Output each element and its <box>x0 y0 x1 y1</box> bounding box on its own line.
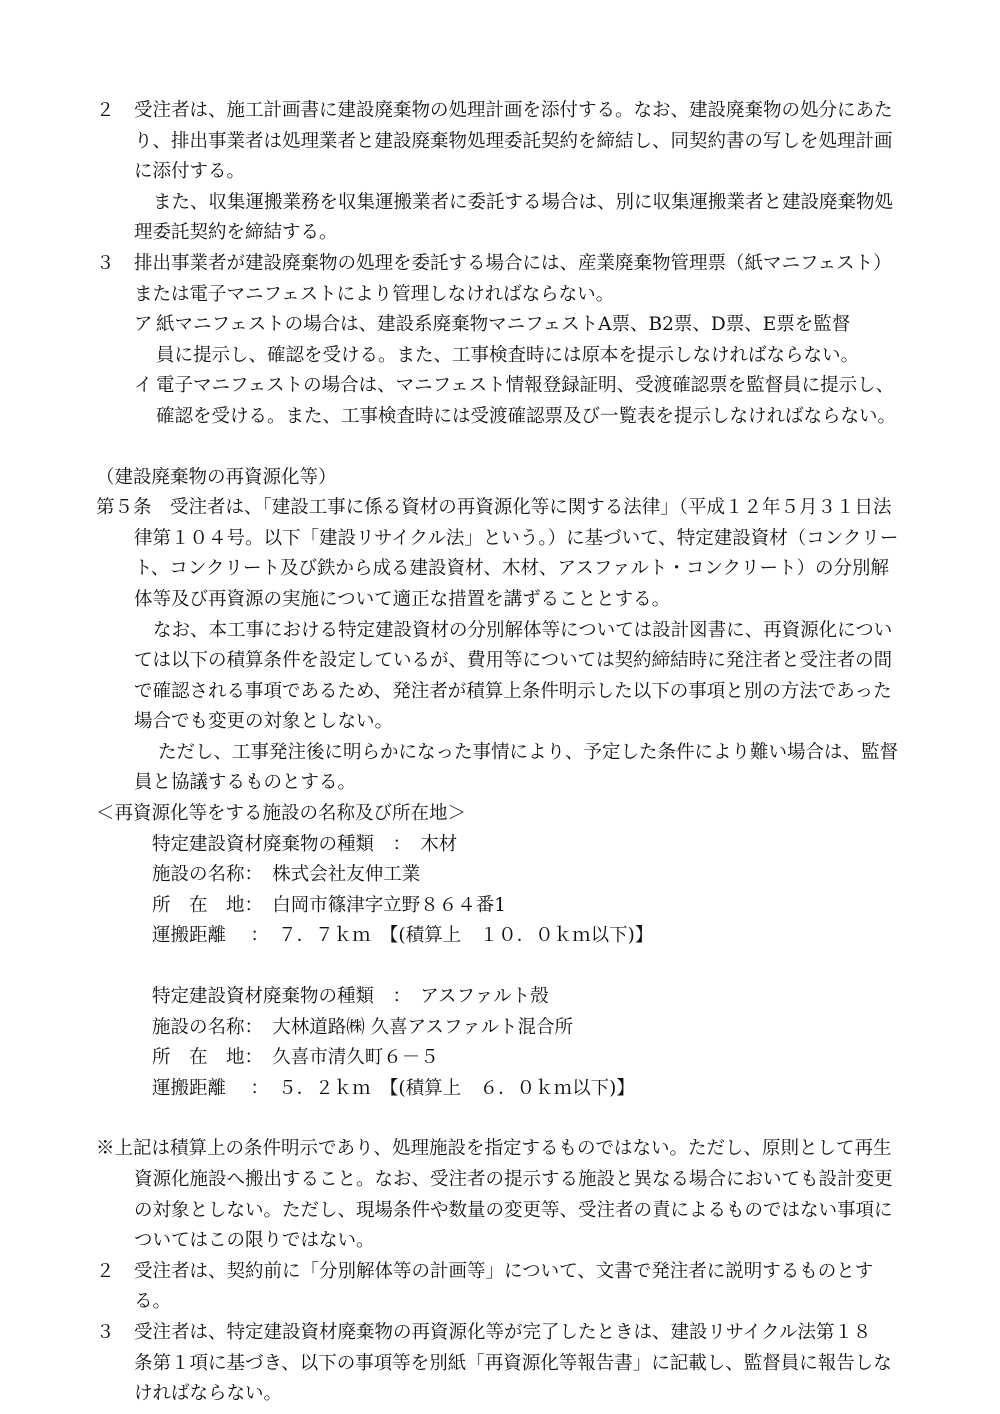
text-line: なお、本工事における特定建設資材の分別解体等については設計図書に、再資源化につい <box>153 619 893 641</box>
facility-address: 所 在 地： 白岡市篠津字立野８６４番1 <box>152 894 507 916</box>
article-text: 受注者は、「建設工事に係る資材の再資源化等に関する法律」（平成１２年５月３１日法 <box>151 497 892 519</box>
text-line: 理委託契約を締結する。 <box>134 222 338 244</box>
text-line: 確認を受ける。また、工事検査時には受渡確認票及び一覧表を提示しなければならない。 <box>156 405 897 427</box>
text-line: 受注者は、契約前に「分別解体等の計画等」について、文書で発注者に説明するものとする。 <box>134 1260 874 1313</box>
text-line: ただし、工事発注後に明らかになった事情により、予定した条件により難い場合は、監督 <box>158 741 899 763</box>
text-line: の対象としない。ただし、現場条件や数量の変更等、受注者の責によるものではない事項に <box>134 1199 893 1221</box>
facility-address: 所 在 地： 久喜市清久町６－５ <box>152 1047 439 1069</box>
spacer <box>96 952 904 982</box>
facility-distance: 運搬距離 ： ５．２ｋｍ 【(積算上 ６．０ｋｍ以下)】 <box>152 1077 635 1099</box>
text-line: または電子マニフェストにより管理しなければならない。 <box>134 283 615 305</box>
article-5 <box>96 493 904 799</box>
sub-item-marker: ア <box>134 314 153 336</box>
text-line: 受注者は、施工計画書に建設廃棄物の処理計画を添付する。なお、建設廃棄物の処分にあた <box>134 100 893 121</box>
text-line: ければならない。 <box>134 1383 283 1405</box>
clause-item-3b <box>96 1318 904 1410</box>
sub-item-marker: イ <box>134 375 153 397</box>
article-label: 第５条 <box>96 497 152 519</box>
clause-item-3 <box>96 249 904 310</box>
item-number: ２ <box>96 100 115 121</box>
text-line: 員と協議するものとする。 <box>134 772 357 794</box>
text-line <box>96 493 904 524</box>
facility-asphalt <box>96 982 904 1104</box>
text-line: 排出事業者が建設廃棄物の処理を委託する場合には、産業廃棄物管理票（紙マニフェスト） <box>134 252 892 274</box>
text-line: 受注者は、特定建設資材廃棄物の再資源化等が完了したときは、建設リサイクル法第１８ <box>134 1321 872 1343</box>
text-line: ついてはこの限りではない。 <box>134 1230 375 1252</box>
note-block <box>96 1134 904 1256</box>
facility-name: 施設の名称： 大林道路㈱ 久喜アスファルト混合所 <box>152 1016 574 1038</box>
text-line: また、収集運搬業務を収集運搬業者に委託する場合は、別に収集運搬業者と建設廃棄物処 <box>153 191 894 213</box>
facility-type: 特定建設資材廃棄物の種類 ： アスファルト殻 <box>152 986 549 1008</box>
facility-wood <box>96 830 904 952</box>
item-number: ３ <box>96 1321 115 1343</box>
clause-item-2 <box>96 96 904 249</box>
spacer <box>96 433 904 463</box>
text-line: 条第１項に基づき、以下の事項等を別紙「再資源化等報告書」に記載し、監督員に報告しな <box>134 1352 892 1374</box>
text-line: ※上記は積算上の条件明示であり、処理施設を指定するものではない。ただし、原則として再生 <box>96 1138 892 1160</box>
facility-name: 施設の名称： 株式会社友伸工業 <box>152 864 421 886</box>
text-line: 律第１０４号。以下「建設リサイクル法」という。）に基づいて、特定建設資材（コンクリー <box>134 527 899 549</box>
item-number: ２ <box>96 1260 115 1282</box>
section-title: （建設廃棄物の再資源化等） <box>96 466 337 488</box>
text-line: 場合でも変更の対象としない。 <box>134 711 394 733</box>
sub-item-a <box>96 310 904 371</box>
spacer <box>96 1104 904 1134</box>
text-line: で確認される事項であるため、発注者が積算上条件明示した以下の事項と別の方法であった <box>134 680 892 702</box>
text-line: ては以下の積算条件を設定しているが、費用等については契約締結時に発注者と受注者の間 <box>134 650 893 672</box>
facility-type: 特定建設資材廃棄物の種類 ： 木材 <box>152 833 458 855</box>
text-line: ト、コンクリート及び鉄から成る建設資材、木材、アスファルト・コンクリート）の分別解 <box>134 558 889 580</box>
sub-item-i <box>96 371 904 432</box>
clause-item-2b <box>96 1257 904 1318</box>
facility-distance: 運搬距離 ： ７．７ｋｍ 【(積算上 １０．０ｋｍ以下)】 <box>152 925 654 947</box>
item-number: ３ <box>96 252 115 274</box>
text-line: 体等及び再資源の実施について適正な措置を講ずることとする。 <box>134 588 671 610</box>
text-line: 員に提示し、確認を受ける。また、工事検査時には原本を提示しなければならない。 <box>156 344 860 366</box>
text-line: 電子マニフェストの場合は、マニフェスト情報登録証明、受渡確認票を監督員に提示し、 <box>156 375 895 397</box>
facilities-header: ＜再資源化等をする施設の名称及び所在地＞ <box>96 803 467 825</box>
text-line: 紙マニフェストの場合は、建設系廃棄物マニフェストA票、B2票、D票、E票を監督 <box>156 314 851 336</box>
text-line: り、排出事業者は処理業者と建設廃棄物処理委託契約を締結し、同契約書の写しを処理計画 <box>134 130 893 152</box>
text-line: 資源化施設へ搬出すること。なお、受注者の提示する施設と異なる場合においても設計変更 <box>134 1169 893 1190</box>
text-line: に添付する。 <box>134 161 246 183</box>
